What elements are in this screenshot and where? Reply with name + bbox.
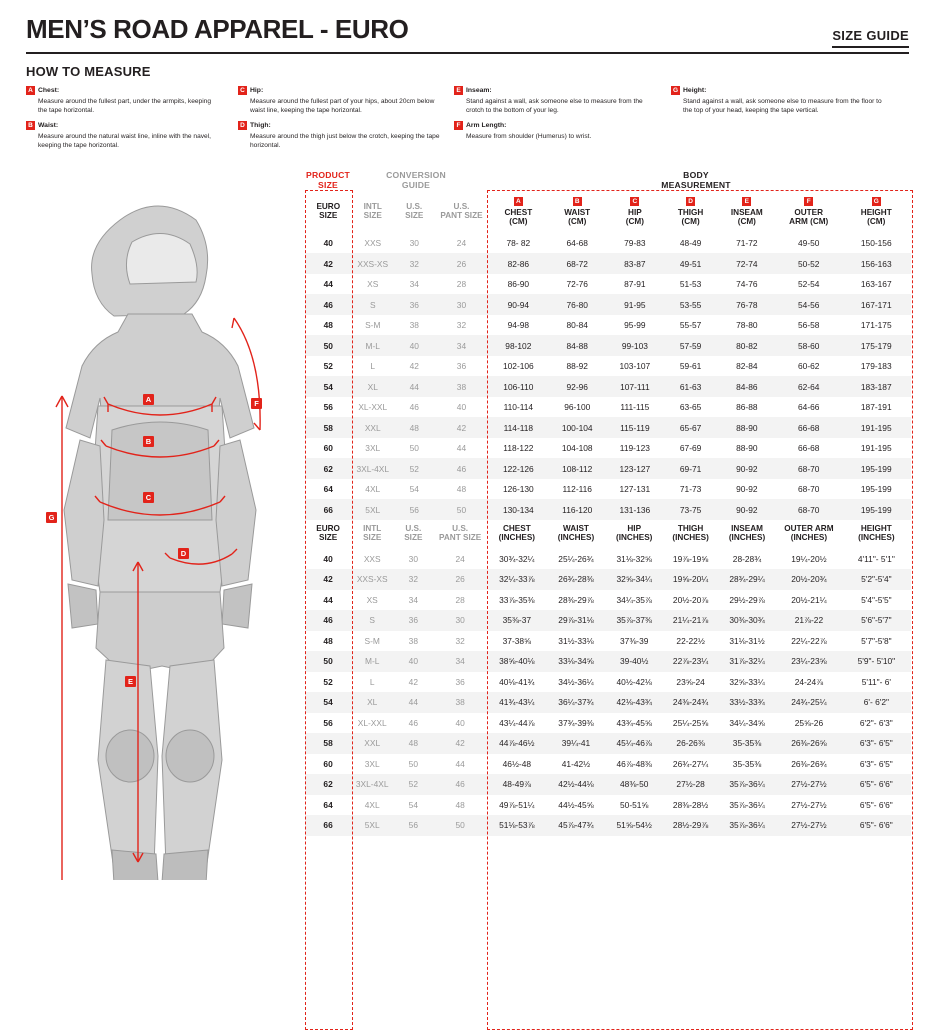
header-inseam-in: INSEAM (INCHES) (728, 523, 766, 543)
table-row: 50 M-L 40 34 98-102 84-88 99-103 57-59 80-82 58-60 175-179 (305, 335, 911, 356)
header-waist-in: WAIST (INCHES) (557, 523, 595, 543)
note-height (671, 86, 886, 116)
table-row: 40 XXS 30 24 30¾-32¼ 25¼-26¾ 31⅛-32⅝ 19⅞-19⅝ 28-28¾ 19¼-20½ 4'11"- 5'1" (323, 553, 895, 564)
table-row: 62 3XL-4XL 52 46 48-49⅞ 42½-44⅛ 48⅜-50 27½-28 35⅞-36¼ 27½-27½ 6'5"- 6'6" (305, 774, 911, 795)
header-inseam-cm: E INSEAM (CM) (730, 198, 763, 227)
size-table (305, 170, 911, 836)
table-row: 44 XS 34 28 86-90 72-76 87-91 51-53 74-76 52-54 163-167 (323, 279, 892, 290)
table-row: 42 XXS-XS 32 26 32¼-33⅞ 26¾-28⅜ 32⅝-34¼ 19⅝-20¼ 28¾-29¼ 20½-20¾ 5'2"-5'4" (305, 569, 911, 590)
product-size-outline (305, 190, 353, 1030)
letter-badge-f: F (804, 197, 813, 206)
table-row: 52 L 42 36 102-106 88-92 103-107 59-61 82-84 60-62 179-183 (323, 361, 892, 372)
header-euro-size-cm: EURO SIZE (316, 202, 341, 221)
table-row: 48 S-M 38 32 37-38⅝ 31½-33⅛ 37⅜-39 22-22½ 31⅛-31½ 22¼-22⅞ 5'7"-5'8" (323, 635, 892, 646)
note-hip (238, 86, 443, 116)
note-waist (26, 121, 211, 151)
note-letter-f: F (454, 121, 463, 130)
table-row: 52 L 42 36 40⅛-41¾ 34½-36¼ 40½-42⅛ 23⅝-24 32⅝-33¼ 24-24⅞ 5'11"- 6' (323, 676, 891, 687)
note-letter-b: B (26, 121, 35, 130)
note-text-height: Stand against a wall, ask someone else to measure from the floor to the top of your head, keeping the tape vertical. (683, 97, 882, 115)
note-label-hip: Hip: (250, 87, 264, 94)
table-row: 58 XXL 48 42 114-118 100-104 115-119 65-67 88-90 66-68 191-195 (305, 417, 911, 438)
measure-notes (26, 86, 906, 156)
table-row: 48 S-M 38 32 94-98 80-84 95-99 55-57 78-80 56-58 171-175 (323, 320, 892, 331)
header-chest-in: CHEST (INCHES) (498, 523, 536, 543)
header-intl-size-cm: INTL SIZE (363, 202, 382, 221)
note-letter-g: G (672, 87, 679, 94)
header-waist-cm: B WAIST (CM) (564, 198, 591, 227)
group-body-measurement: BODY MEASUREMENT (661, 170, 731, 190)
body-measurement-outline (487, 190, 913, 1030)
letter-badge-d: D (686, 197, 695, 206)
header-hip-in: HIP (INCHES) (616, 523, 653, 543)
figure-badge-d: D (178, 548, 189, 559)
table-row: 46 S 36 30 90-94 76-80 91-95 53-55 76-78 54-56 167-171 (305, 294, 911, 315)
note-text-waist: Measure around the natural waist line, inline with the navel, keeping the tape horizontal. (38, 132, 212, 150)
letter-badge-a: A (514, 197, 523, 206)
note-label-arm-length: Arm Length: (466, 122, 507, 129)
table-row: 58 XXL 48 42 44⅞-46½ 39¼-41 45¼-46⅞ 26-26⅜ 35-35⅜ 26⅜-26⅝ 6'3"- 6'5" (305, 733, 911, 754)
header-thigh-in: THIGH (INCHES) (672, 523, 709, 543)
how-to-measure-heading: HOW TO MEASURE (26, 64, 151, 79)
note-letter-c: C (238, 86, 247, 95)
header-divider (26, 52, 909, 54)
table-row: 62 3XL-4XL 52 46 122-126 108-112 123-127 69-71 90-92 68-70 195-199 (305, 458, 911, 479)
header-chest-cm: A CHEST (CM) (504, 198, 533, 227)
note-label-chest: Chest: (38, 87, 60, 94)
note-text-hip: Measure around the fullest part of your hips, about 20cm below waist line, keeping the tape horizontal. (250, 97, 435, 115)
note-inseam (454, 86, 654, 116)
table-row: 56 XL-XXL 46 40 110-114 96-100 111-115 63-65 86-88 64-66 187-191 (323, 402, 892, 413)
header-height-in: HEIGHT (INCHES) (858, 523, 895, 543)
table-row: 60 3XL 50 44 46½-48 41-42½ 46⅞-48⅜ 26¾-27¼ 35-35⅜ 26⅜-26¾ 6'3"- 6'5" (323, 758, 893, 769)
table-row: 54 XL 44 38 41¾-43¼ 36¼-37¾ 42⅛-43¾ 24⅜-24¾ 33½-33¾ 24¾-25¼ 6'- 6'2" (305, 692, 911, 713)
note-text-arm-length: Measure from shoulder (Humerus) to wrist. (466, 132, 592, 140)
table-row: 60 3XL 50 44 118-122 104-108 119-123 67-69 88-90 66-68 191-195 (323, 443, 892, 454)
figure-badge-f: F (251, 398, 262, 409)
table-row: 50 M-L 40 34 38⅝-40⅛ 33⅛-34⅝ 39-40½ 22⅞-23¼ 31⅞-32¼ 23¼-23⅝ 5'9"- 5'10" (305, 651, 911, 672)
figure-badge-b: B (143, 436, 154, 447)
note-label-thigh: Thigh: (250, 122, 271, 129)
note-letter-a: A (26, 86, 35, 95)
note-chest (26, 86, 211, 116)
note-label-inseam: Inseam: (466, 87, 492, 94)
note-label-height: Height: (683, 87, 707, 94)
header-us-size-cm: U.S. SIZE (405, 202, 424, 221)
table-row: 56 XL-XXL 46 40 43¼-44⅞ 37¾-39⅜ 43¾-45⅝ 25¼-25⅝ 34¼-34⅝ 25⅝-26 6'2"- 6'3" (323, 717, 893, 728)
note-letter-d: D (238, 121, 247, 130)
letter-badge-e: E (742, 197, 751, 206)
table-row: 66 5XL 56 50 51⅛-53⅞ 45⅞-47¾ 51⅝-54½ 28½-29⅞ 35⅞-36¼ 27½-27½ 6'5"- 6'6" (305, 815, 911, 836)
header-intl-size-in: INTL SIZE (363, 523, 382, 543)
letter-badge-c: C (630, 197, 639, 206)
header-us-size-in: U.S. SIZE (404, 523, 423, 543)
table-row: 54 XL 44 38 106-110 92-96 107-111 61-63 84-86 62-64 183-187 (305, 376, 911, 397)
header-euro-size-in: EURO SIZE (316, 523, 340, 543)
note-text-chest: Measure around the fullest part, under the armpits, keeping the tape horizontal. (38, 97, 212, 115)
table-row: 46 S 36 30 35⅜-37 29⅞-31⅛ 35⅞-37⅜ 21¼-21⅞ 30⅜-30¾ 21⅞-22 5'6"-5'7" (305, 610, 911, 631)
note-text-inseam: Stand against a wall, ask someone else to measure from the crotch to the bottom of your leg. (466, 97, 643, 115)
table-row: 64 4XL 54 48 49⅞-51¼ 44½-45⅝ 50-51⅝ 28⅜-28½ 35⅞-36¼ 27½-27½ 6'5"- 6'6" (323, 799, 893, 810)
header-hip-cm: C HIP (CM) (625, 198, 644, 227)
page-title: MEN’S ROAD APPAREL - EURO (26, 14, 409, 44)
header-outer-arm-cm: F OUTER ARM (CM) (789, 198, 829, 227)
table-group-headers (305, 170, 911, 192)
note-thigh (238, 121, 443, 151)
table-row: 40 XXS 30 24 78- 82 64-68 79-83 48-49 71-72 49-50 150-156 (323, 238, 892, 249)
letter-badge-b: B (573, 197, 582, 206)
rider-illustration (20, 190, 300, 880)
figure-badge-a: A (143, 394, 154, 405)
note-label-waist: Waist: (38, 122, 59, 129)
group-product-size: PRODUCT SIZE (306, 170, 350, 190)
note-letter-e: E (454, 86, 463, 95)
note-arm-length (454, 121, 654, 141)
measurement-figure (20, 190, 300, 880)
header-us-pant-size-in: U.S. PANT SIZE (439, 523, 482, 543)
table-row: 66 5XL 56 50 130-134 116-120 131-136 73-75 90-92 68-70 195-199 (305, 499, 911, 520)
table-row: 44 XS 34 28 33⅞-35⅜ 28⅜-29⅞ 34¼-35⅞ 20½-20⅞ 29½-29⅞ 20½-21¼ 5'4"-5'5" (323, 594, 892, 605)
header-thigh-cm: D THIGH (CM) (677, 198, 704, 227)
table-row: 64 4XL 54 48 126-130 112-116 127-131 71-73 90-92 68-70 195-199 (323, 484, 892, 495)
header-height-cm: G HEIGHT (CM) (860, 198, 892, 227)
header-us-pant-size-cm: U.S. PANT SIZE (440, 202, 483, 221)
group-conversion-guide: CONVERSION GUIDE (386, 170, 446, 190)
figure-badge-g: G (46, 512, 57, 523)
note-text-thigh: Measure around the thigh just below the crotch, keeping the tape horizontal. (250, 132, 440, 150)
figure-badge-c: C (143, 492, 154, 503)
figure-badge-e: E (125, 676, 136, 687)
header-outer-arm-in: OUTER ARM (INCHES) (784, 523, 834, 543)
letter-badge-g: G (873, 198, 879, 205)
table-row: 42 XXS-XS 32 26 82-86 68-72 83-87 49-51 72-74 50-52 156-163 (305, 253, 911, 274)
size-guide-label: SIZE GUIDE (832, 28, 909, 48)
